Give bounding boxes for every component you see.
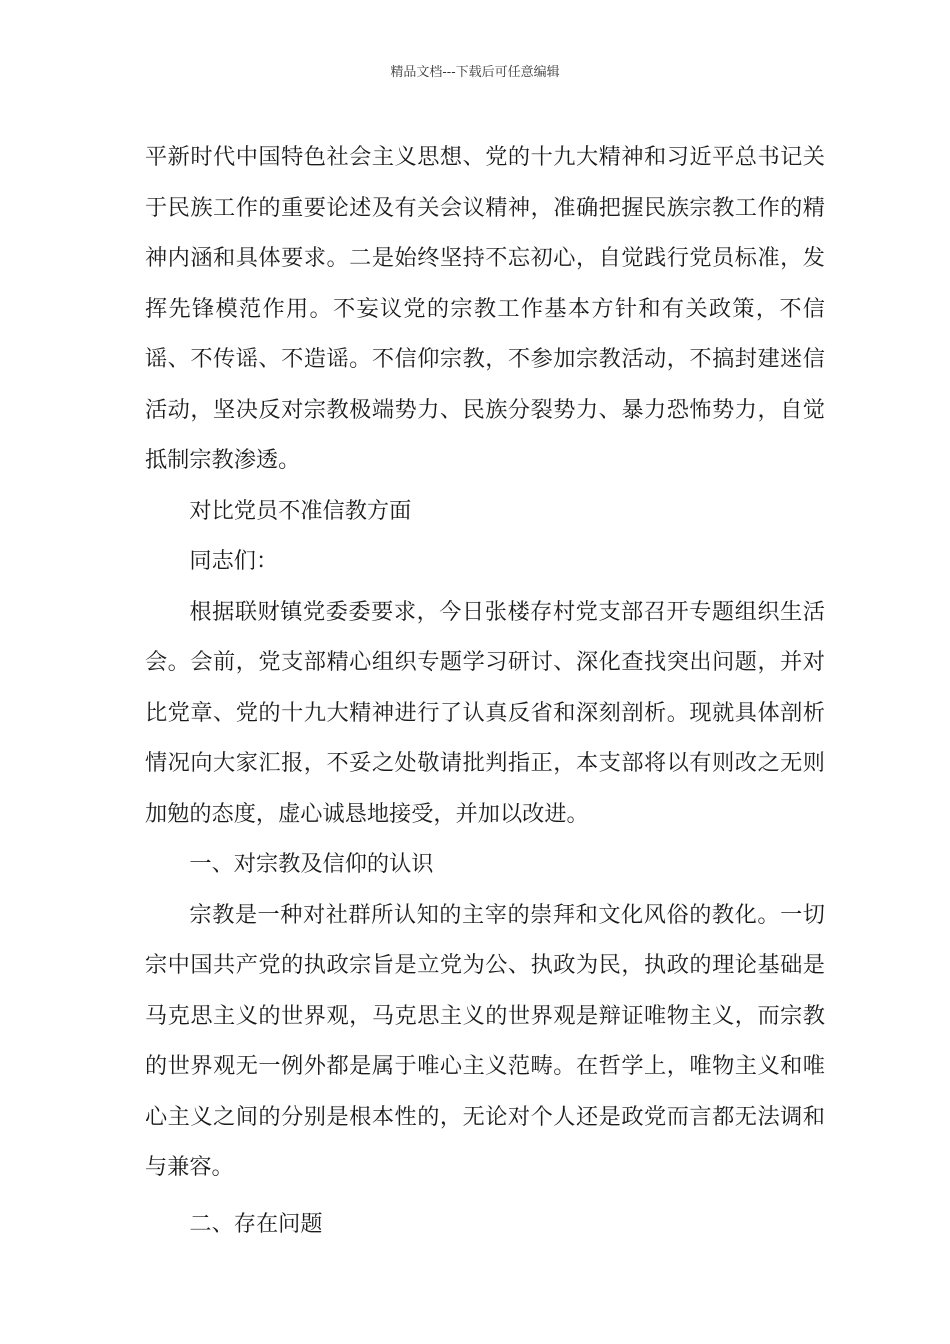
- paragraph-religion-definition: 宗教是一种对社群所认知的主宰的崇拜和文化风俗的教化。一切宗中国共产党的执政宗旨是立党为公、执政为民，执政的理论基础是马克思主义的世界观，马克思主义的世界观是辩证唯物主义，而宗教的世界观无一例外都是属于唯心主义范畴。在哲学上，唯物主义和唯心主义之间的分别是根本性的，无论对个人还是政党而言都无法调和与兼容。: [145, 901, 825, 1180]
- document-body: [145, 132, 825, 1249]
- page-header: 精品文档---下载后可任意编辑: [390, 65, 560, 80]
- heading-existing-problems: 二、存在问题: [189, 1210, 323, 1237]
- section-title-party-members: 对比党员不准信教方面: [189, 497, 412, 524]
- heading-religion-understanding: 一、对宗教及信仰的认识: [189, 851, 434, 877]
- salutation: 同志们：: [189, 548, 279, 574]
- paragraph-continuation: 平新时代中国特色社会主义思想、党的十九大精神和习近平总书记关于民族工作的重要论述及有关会议精神，准确把握民族宗教工作的精神内涵和具体要求。二是始终坚持不忘初心，自觉践行党员标准，发挥先锋模范作用。不妄议党的宗教工作基本方针和有关政策，不信谣、不传谣、不造谣。不信仰宗教，不参加宗教活动，不搞封建迷信活动，坚决反对宗教极端势力、民族分裂势力、暴力恐怖势力，自觉抵制宗教渗透。: [145, 144, 825, 473]
- paragraph-meeting-report: 根据联财镇党委委要求，今日张楼存村党支部召开专题组织生活会。会前，党支部精心组织专题学习研讨、深化查找突出问题，并对比党章、党的十九大精神进行了认真反省和深刻剖析。现就具体剖析情况向大家汇报，不妥之处敬请批判指正，本支部将以有则改之无则加勉的态度，虚心诚恳地接受，并加以改进。: [145, 598, 825, 827]
